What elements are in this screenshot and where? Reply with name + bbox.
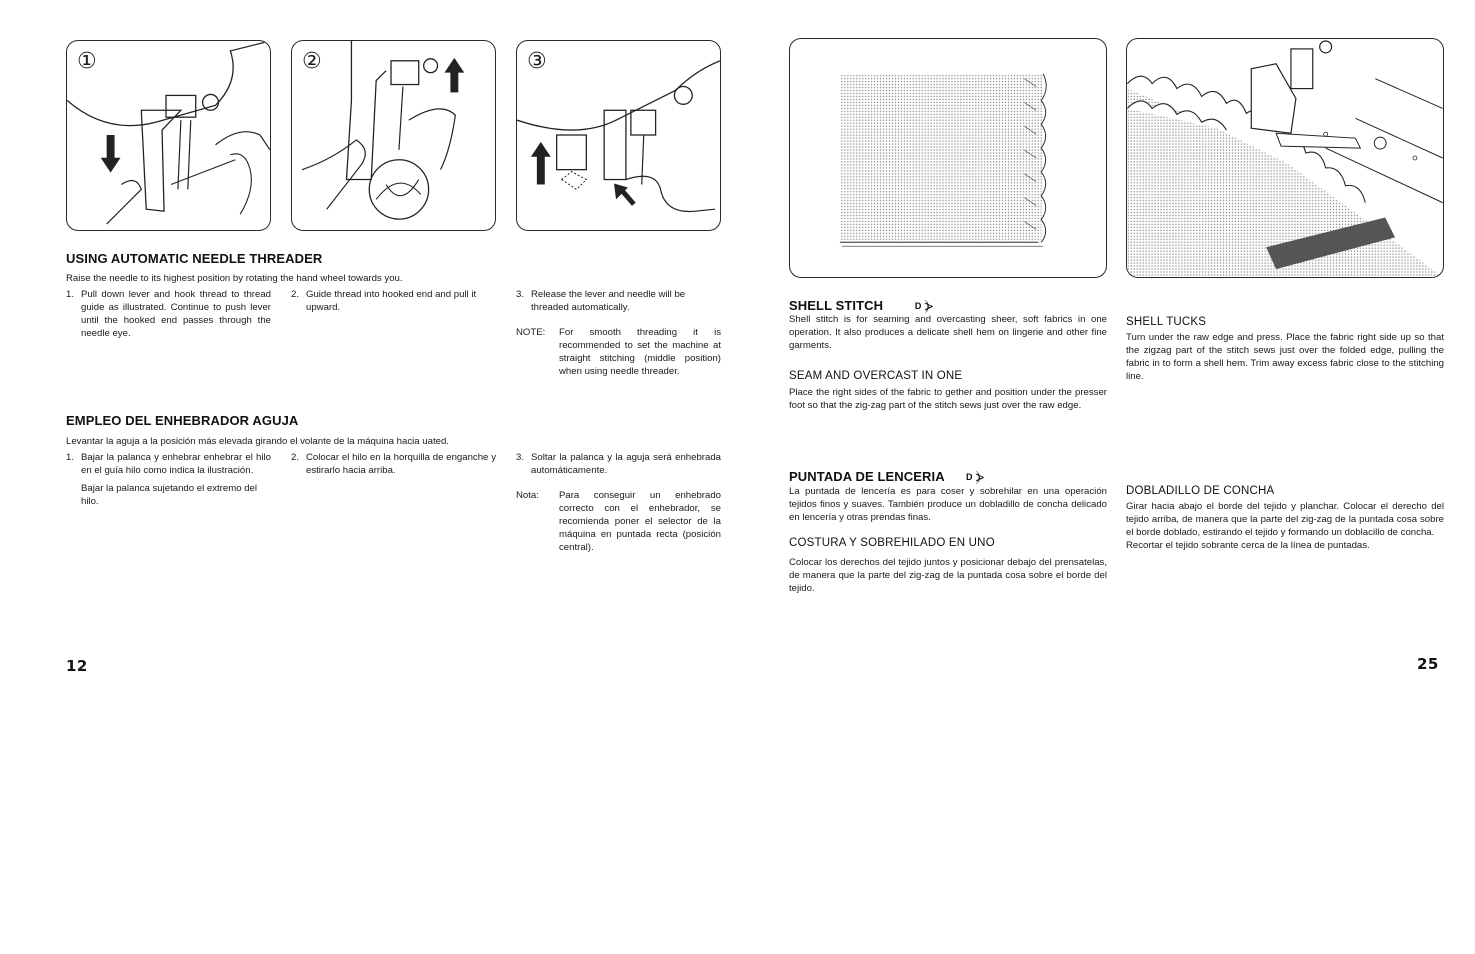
threader-lever-illustration <box>67 41 270 230</box>
seam-overcast-text: Place the right sides of the fabric to gether and position under the presser foot so that the zig-zag part of the stitch sews just over the raw edge. <box>789 387 1107 411</box>
english-step-1: 1. Pull down lever and hook thread to thread guide as illustrated. Continue to push lever until the hooked end passes through the needle eye. <box>66 289 271 339</box>
page-number-left: 12 <box>66 657 88 675</box>
english-step-2: 2. Guide thread into hooked end and pull it upward. <box>291 289 477 313</box>
shell-tucks-illustration <box>1127 39 1443 277</box>
spanish-step-3: 3. Soltar la palanca y la aguja será enhebrada automáticamente. <box>516 452 721 476</box>
shell-stitch-intro: Shell stitch is for seaming and overcasting sheer, soft fabrics in one operation. It also produces a delicate shell hem on lingerie and other fine garments. <box>789 314 1107 351</box>
spanish-step-1: 1. Bajar la palanca y enhebrar enhebrar el hilo en el guía hilo como indica la ilustración. Bajar la palanca sujetando el extremo del hilo. <box>66 452 271 507</box>
dobladillo-concha-text: Girar hacia abajo el borde del tejido y planchar. Colocar el derecho del tejido arriba, de manera que la parte del zig-zag de la puntada cosa sobre el borde doblado, estirando el tejido y formando un doblacillo de concha. Recortar el tejido sobrante cerca de la línea de puntadas. <box>1126 501 1444 551</box>
shell-stitch-heading: SHELL STITCH D ⦔ <box>789 297 934 314</box>
step-number: ③ <box>527 49 547 74</box>
english-step-3: 3. Release the lever and needle will be threaded automatically. <box>516 289 686 313</box>
english-section-heading: USING AUTOMATIC NEEDLE THREADER <box>66 251 323 266</box>
figure-shell-stitch-seam <box>789 38 1107 278</box>
stitch-symbol: D ⦔ <box>914 297 934 314</box>
costura-sobrehilado-title: COSTURA Y SOBREHILADO EN UNO <box>789 537 995 549</box>
costura-sobrehilado-text: Colocar los derechos del tejido juntos y posicionar debajo del prensatelas, de manera que la parte del zig-zag de la puntada cosa sobre el borde del tejido. <box>789 557 1107 594</box>
figure-step-1 <box>66 40 271 231</box>
shell-stitch-icon: ⦔ <box>975 468 985 485</box>
seam-overcast-title: SEAM AND OVERCAST IN ONE <box>789 370 963 382</box>
stitch-symbol: D ⦔ <box>965 468 985 485</box>
threader-release-illustration <box>517 41 720 230</box>
threader-hook-illustration <box>292 41 495 230</box>
shell-seam-illustration <box>790 39 1106 277</box>
puntada-lenceria-intro: La puntada de lencería es para coser y sobrehilar en una operación tejidos finos y suaves. También produce un dobladillo de concha delicado en lencería y otras prendas finas. <box>789 486 1107 523</box>
shell-stitch-icon: ⦔ <box>924 297 934 314</box>
shell-tucks-title: SHELL TUCKS <box>1126 316 1207 328</box>
english-intro: Raise the needle to its highest position by rotating the hand wheel towards you. <box>66 273 403 284</box>
spanish-step-2: 2. Colocar el hilo en la horquilla de enganche y estirarlo hacia arriba. <box>291 452 496 476</box>
figure-step-3 <box>516 40 721 231</box>
spanish-section-heading: EMPLEO DEL ENHEBRADOR AGUJA <box>66 413 299 428</box>
figure-shell-tucks <box>1126 38 1444 278</box>
figure-step-2 <box>291 40 496 231</box>
puntada-lenceria-heading: PUNTADA DE LENCERIA D ⦔ <box>789 468 985 485</box>
step-number: ① <box>77 49 97 74</box>
spanish-note: Nota: Para conseguir un enhebrado correcto con el enhebrador, se recomienda poner el selector de la máquina en puntada recta (posición central). <box>516 490 721 553</box>
spanish-intro: Levantar la aguja a la posición más elevada girando el volante de la máquina hacia uated. <box>66 436 449 447</box>
page-number-right: 25 <box>1417 655 1439 673</box>
step-number: ② <box>302 49 322 74</box>
dobladillo-concha-title: DOBLADILLO DE CONCHA <box>1126 485 1275 497</box>
shell-tucks-text: Turn under the raw edge and press. Place the fabric right side up so that the zigzag part of the stitch sews just over the folded edge, pulling the fabric in to form a shell hem. Trim away excess fabric close to the stitching line. <box>1126 332 1444 382</box>
english-note: NOTE: For smooth threading it is recommended to set the machine at straight stitching (middle position) when using needle threader. <box>516 327 721 377</box>
